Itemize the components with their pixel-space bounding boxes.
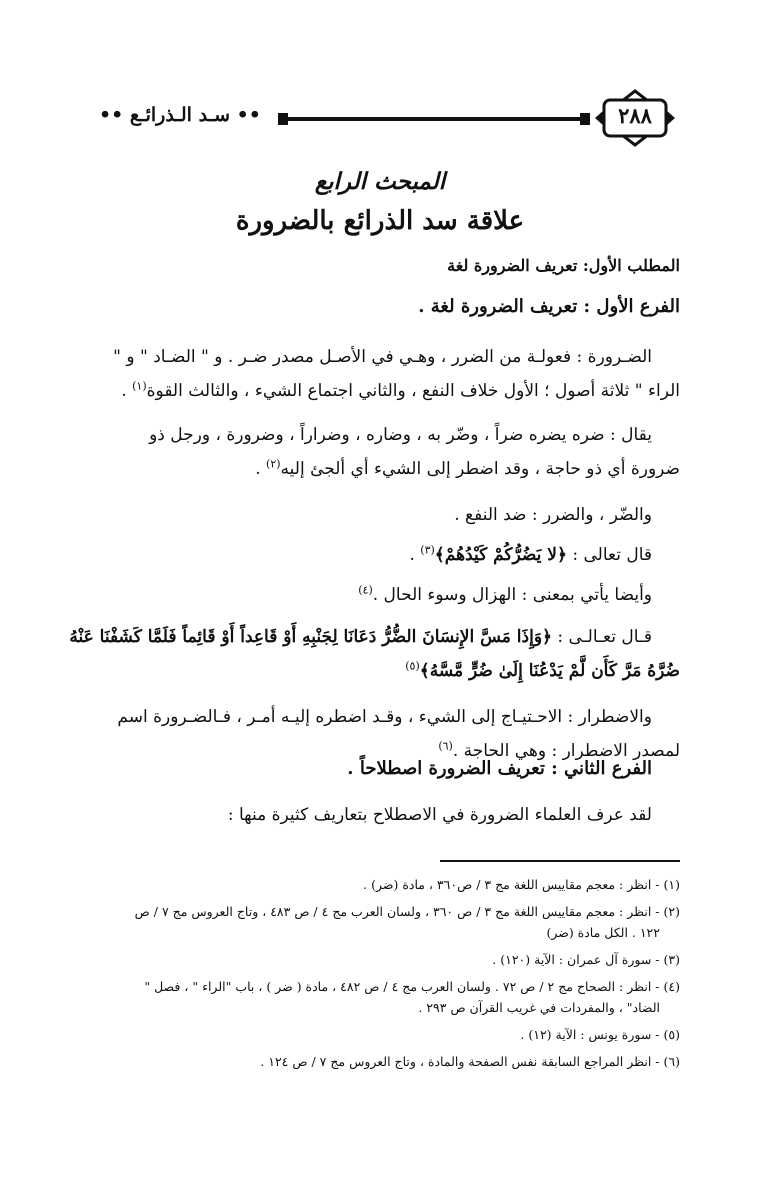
paragraph-4 xyxy=(90,538,680,572)
intro-paragraph xyxy=(90,798,680,832)
footnote-4 xyxy=(90,976,680,1018)
footnote-4-continuation: الضاد" ، والمفردات في غريب القرآن ص ٢٩٣ . xyxy=(418,1000,660,1015)
footnote-5 xyxy=(90,1024,680,1045)
footnote-1-text: - انظر : معجم مقاييس اللغة مج ٣ / ص٣٦٠ ، مادة (ضر) . xyxy=(363,877,660,892)
section-title: المبحث الرابع xyxy=(314,168,446,195)
footnote-6-number: (٦) xyxy=(663,1054,680,1069)
footnote-2 xyxy=(90,901,680,943)
paragraph-5-line xyxy=(90,578,680,612)
branch-title-1: الفرع الأول : تعريف الضرورة لغة . xyxy=(418,296,680,317)
quran-verse-2-line-2: ضُرَّهُ مَرَّ كَأَن لَّمْ يَدْعُنَا إِلَىٰ ضُرٍّ مَّسَّهُ﴾ xyxy=(419,661,680,681)
chapter-title: علاقة سد الذرائع بالضرورة xyxy=(235,206,525,236)
paragraph-6-line-2 xyxy=(90,654,680,688)
footnote-6-text: - انظر المراجع السابقة نفس الصفحة والمادة ، وتاج العروس مج ٧ / ص ١٢٤ . xyxy=(260,1054,660,1069)
footnote-6 xyxy=(90,1051,680,1072)
footnote-1 xyxy=(90,874,680,895)
page-header xyxy=(80,88,680,148)
branch-title-2: الفرع الثاني : تعريف الضرورة اصطلاحاً . xyxy=(347,758,652,779)
footnote-2-text: - انظر : معجم مقاييس اللغة مج ٣ / ص ٣٦٠ ، ولسان العرب مج ٤ / ص ٤٨٣ ، وتاج العروس مج ٧ / ص xyxy=(134,904,660,919)
paragraph-2 xyxy=(90,418,680,486)
paragraph-1-line-1: الضـرورة : فعولـة من الضرر ، وهـي في الأصـل مصدر ضـر . و " الضـاد " و " xyxy=(113,347,652,367)
footnote-3-text: - سورة آل عمران : الآية (١٢٠) . xyxy=(492,952,660,967)
footnote-3 xyxy=(90,949,680,970)
paragraph-7-line-1: والاضطرار : الاحـتيـاج إلى الشيء ، وقـد اضطره إليـه أمـر ، فـالضـرورة اسم xyxy=(117,707,652,727)
paragraph-2-line-1: يقال : ضره يضره ضراً ، وضّر به ، وضاره ، وضراراً ، وضرورة ، ورجل ذو xyxy=(149,425,652,445)
footnote-ref-4: (٤) xyxy=(358,583,373,597)
footnote-4-text: - انظر : الصحاح مج ٢ / ص ٧٢ . ولسان العرب مج ٤ / ص ٤٨٢ ، مادة ( ضر ) ، باب "الراء " ، فصل " xyxy=(144,979,660,994)
paragraph-3-text: والضّر ، والضرر : ضد النفع . xyxy=(454,505,652,525)
paragraph-4-prefix: قال تعالى : xyxy=(566,545,652,565)
paragraph-6-prefix: قـال تعـالـى : xyxy=(552,627,652,647)
footnote-2-number: (٢) xyxy=(663,904,680,919)
footnote-separator xyxy=(440,860,680,862)
footnote-ref-6: (٦) xyxy=(438,739,453,753)
paragraph-2-line-2: ضرورة أي ذو حاجة ، وقد اضطر إلى الشيء أي ألجئ إليه$^{(٢)}$ . xyxy=(255,457,680,479)
footnotes xyxy=(90,874,680,1078)
quran-verse-1: ﴿لا يَضُرُّكُمْ كَيْدُهُمْ﴾ xyxy=(434,545,567,565)
paragraph-5 xyxy=(90,578,680,612)
paragraph-3 xyxy=(90,498,680,532)
footnote-5-text: - سورة يونس : الآية (١٢) . xyxy=(520,1027,660,1042)
footnote-5-number: (٥) xyxy=(663,1027,680,1042)
footnote-4-number: (٤) xyxy=(663,979,680,994)
header-rule xyxy=(280,117,588,121)
footnote-ref-5: (٥) xyxy=(405,659,420,673)
paragraph-7-line-2-text: لمصدر الاضطرار : وهي الحاجة . xyxy=(452,741,680,761)
page-number-badge xyxy=(590,88,680,148)
paragraph-1-line-2-text: الراء " ثلاثة أصول ؛ الأول خلاف النفع ، والثاني اجتماع الشيء ، والثالث القوة xyxy=(146,381,680,401)
footnote-ref-2: (٢) xyxy=(266,457,281,471)
paragraph-1 xyxy=(90,340,680,408)
page-number: ٢٨٨ xyxy=(618,103,652,128)
footnote-3-number: (٣) xyxy=(663,952,680,967)
paragraph-1-line-2: الراء " ثلاثة أصول ؛ الأول خلاف النفع ، والثاني اجتماع الشيء ، والثالث القوة$^{(١)}$ . xyxy=(121,379,680,401)
paragraph-6 xyxy=(69,620,680,688)
intro-sentence: لقد عرف العلماء الضرورة في الاصطلاح بتعاريف كثيرة منها : xyxy=(227,805,652,825)
running-title: •• سـد الـذرائـع •• xyxy=(99,104,261,126)
paragraph-6-line-1 xyxy=(69,620,680,654)
footnote-1-number: (١) xyxy=(663,877,680,892)
paragraph-5-text: وأيضا يأتي بمعنى : الهزال وسوء الحال . xyxy=(372,585,652,605)
paragraph-2-line-2-text: ضرورة أي ذو حاجة ، وقد اضطر إلى الشيء أي ألجئ إليه xyxy=(280,459,680,479)
footnote-2-continuation: ١٢٢ . الكل مادة (ضر) xyxy=(546,925,660,940)
subsection-title: المطلب الأول: تعريف الضرورة لغة xyxy=(447,256,680,275)
footnote-ref-1: (١) xyxy=(132,379,147,393)
footnote-ref-3: (٣) xyxy=(420,543,435,557)
quran-verse-2-line-1: ﴿وَإِذَا مَسَّ الإِنسَانَ الضُّرُّ دَعَانَا لِجَنْبِهِ أَوْ قَاعِداً أَوْ قَائِماً فَلَمَّا كَشَفْنَا عَنْهُ xyxy=(69,627,552,647)
paragraph-4-line: قال تعالى : ﴿لا يَضُرُّكُمْ كَيْدُهُمْ﴾$^{(٣)}$ . xyxy=(409,543,652,565)
